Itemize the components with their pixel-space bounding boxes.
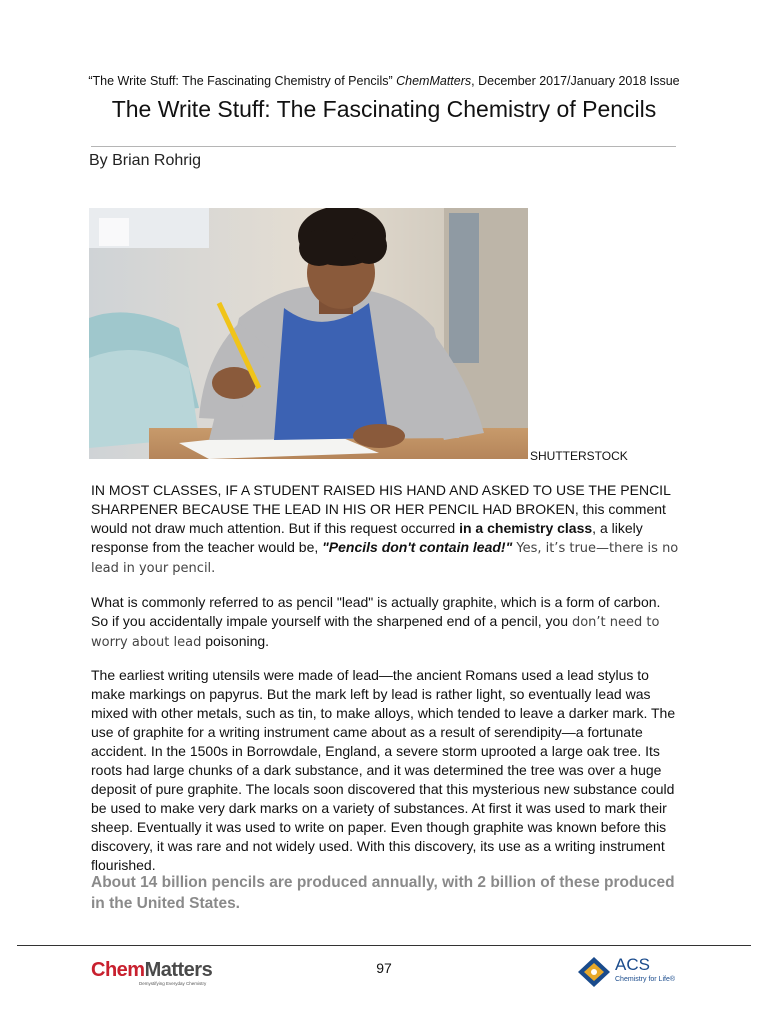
student-writing-photo (89, 208, 528, 459)
p2-tail: don’t need to worry about lead (91, 615, 660, 650)
chem-logo-matters: Matters (144, 959, 213, 981)
p2-end: poisoning. (201, 633, 270, 649)
title-divider (91, 146, 676, 147)
chem-logo-tagline: Demystifying Everyday Chemistry (139, 981, 207, 986)
paragraph-intro (91, 481, 681, 578)
paragraph-graphite (91, 593, 681, 652)
p1-lead: IN MOST CLASSES, IF A STUDENT RAISED HIS HAND AND ASKED TO USE THE PENCIL SHARPENER BECAUSE THE LEAD IN HIS OR HER PENCIL HAD BROKEN, this comment would not draw much attention. But if this request occurred (91, 482, 671, 536)
byline: By Brian Rohrig (89, 152, 202, 169)
acs-emblem-icon (576, 955, 612, 989)
p1-bold: in a chemistry class (459, 520, 593, 536)
running-title-magazine: ChemMatters (396, 74, 472, 88)
p2-main: What is commonly referred to as pencil "lead" is actually graphite, which is a form of carbon. So if you accidentally impale yourself with the sharpened end of a pencil, you (91, 594, 661, 629)
p1-tail: Yes, it’s true—there is no lead in your pencil. (91, 541, 679, 576)
acs-logo (576, 955, 686, 991)
running-header (0, 74, 768, 88)
running-title-prefix: “The Write Stuff: The Fascinating Chemistry of Pencils” (88, 74, 397, 88)
footer-divider (17, 945, 751, 946)
p1-mid: , a likely response from the teacher would be, (91, 520, 643, 555)
article-title: The Write Stuff: The Fascinating Chemistry of Pencils (111, 96, 657, 122)
acs-logo-text: ACS (615, 955, 650, 974)
running-title-suffix: , December 2017/January 2018 Issue (471, 74, 680, 88)
acs-logo-tagline: Chemistry for Life® (615, 976, 676, 983)
p1-quote: "Pencils don't contain lead!" (322, 539, 513, 555)
chem-logo-chem: Chem (91, 959, 145, 981)
page-number: 97 (376, 960, 392, 976)
pull-quote: About 14 billion pencils are produced annually, with 2 billion of these produced in the United States. (91, 874, 675, 912)
paragraph-history: The earliest writing utensils were made of lead—the ancient Romans used a lead stylus to make markings on papyrus. But the mark left by lead is rather light, so eventually lead was mixed with other metals, such as tin, to make alloys, which tended to leave a darker mark. The use of graphite for a writing instrument came about as a result of serendipity—a fortunate accident. In the 1500s in Borrowdale, England, a severe storm uprooted a large oak tree. Its roots had large chunks of a dark substance, and it was determined the tree was over a huge deposit of pure graphite. The locals soon discovered that this mysterious new substance could be used to make very dark marks on a variety of substances. At first it was used to mark their sheep. Eventually it was used to write on paper. Even though graphite was known before this discovery, it was rare and not widely used. With this discovery, its use as a writing instrument flourished. (91, 667, 676, 873)
photo-credit: SHUTTERSTOCK (530, 449, 628, 463)
